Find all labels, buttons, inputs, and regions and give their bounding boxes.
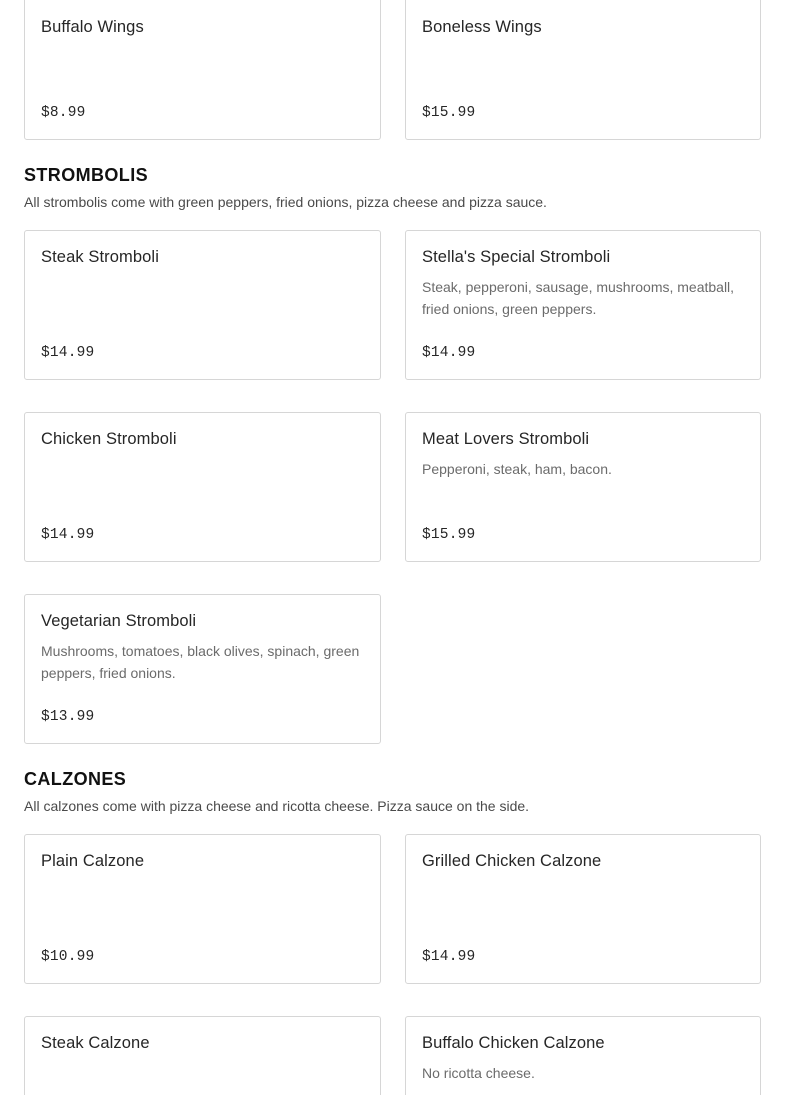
item-name: Meat Lovers Stromboli — [422, 430, 590, 448]
menu-item-card[interactable] — [24, 594, 381, 744]
item-name: Grilled Chicken Calzone — [422, 852, 602, 870]
menu-item-card[interactable] — [24, 1016, 381, 1095]
menu-item-card[interactable] — [405, 0, 761, 140]
item-price: $15.99 — [422, 105, 476, 121]
menu-item-card[interactable] — [405, 230, 761, 380]
item-price: $14.99 — [41, 527, 95, 543]
item-price: $14.99 — [422, 345, 476, 361]
menu-item-card[interactable] — [24, 230, 381, 380]
menu-item-card[interactable] — [405, 834, 761, 984]
menu-item-card[interactable] — [24, 0, 381, 140]
item-price: $14.99 — [41, 345, 95, 361]
item-price: $14.99 — [422, 949, 476, 965]
item-description: Mushrooms, tomatoes, black olives, spinach, green peppers, fried onions. — [41, 643, 360, 681]
section-title-strombolis: STROMBOLIS — [24, 165, 148, 185]
item-name: Steak Stromboli — [41, 248, 159, 266]
menu-item-card[interactable] — [405, 412, 761, 562]
item-name: Steak Calzone — [41, 1034, 150, 1052]
item-name: Buffalo Wings — [41, 18, 144, 36]
item-name: Boneless Wings — [422, 18, 542, 36]
item-price: $13.99 — [41, 709, 95, 725]
menu-item-card[interactable] — [24, 834, 381, 984]
item-name: Buffalo Chicken Calzone — [422, 1034, 605, 1052]
item-description: Steak, pepperoni, sausage, mushrooms, meatball, fried onions, green peppers. — [422, 279, 735, 317]
item-price: $10.99 — [41, 949, 95, 965]
item-description: No ricotta cheese. — [422, 1065, 535, 1081]
menu-item-card[interactable] — [405, 1016, 761, 1095]
item-name: Plain Calzone — [41, 852, 145, 870]
item-price: $15.99 — [422, 527, 476, 543]
item-name: Vegetarian Stromboli — [41, 612, 197, 630]
item-description: Pepperoni, steak, ham, bacon. — [422, 461, 612, 477]
section-note-strombolis: All strombolis come with green peppers, fried onions, pizza cheese and pizza sauce. — [24, 194, 547, 210]
item-price: $8.99 — [41, 105, 86, 121]
menu-item-card[interactable] — [24, 412, 381, 562]
item-name: Stella's Special Stromboli — [422, 248, 611, 266]
section-note-calzones: All calzones come with pizza cheese and ricotta cheese. Pizza sauce on the side. — [24, 798, 530, 814]
item-name: Chicken Stromboli — [41, 430, 177, 448]
section-title-calzones: CALZONES — [24, 769, 127, 789]
